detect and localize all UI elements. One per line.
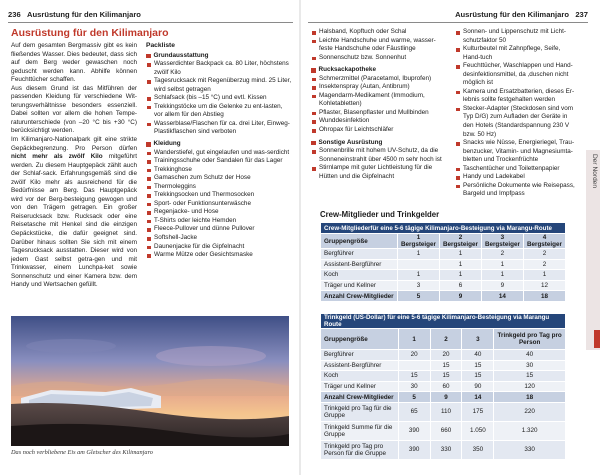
intro-column [11,42,137,290]
table-header-cell: 1 [398,329,430,350]
table-cell: 6 [439,280,481,291]
table-row [321,402,566,421]
table-cell: 1 [439,249,481,260]
table-cell: 350 [462,440,494,459]
left-page-number: 236 [8,10,21,19]
table-cell: 40 [494,350,566,361]
table-cell: 175 [462,402,494,421]
table-header-cell: 2 [430,329,462,350]
table-header-cell: Gruppengröße [321,234,398,249]
list-item: Snacks wie Nüsse, Energieriegel, Trau-benzucker, Vitamin- und Magnesiumta-bletten und Trockenfrüchte [455,139,579,165]
glacier-photo-illustration [11,316,289,446]
kleidung-list [146,149,292,260]
packliste-column [146,42,292,260]
right-column-2 [455,28,579,199]
table-cell: Bergführer [321,249,398,260]
list-item: Taschentücher und Toilettenpapier [455,165,579,174]
crew-members-table [320,222,566,302]
table-cell: 120 [494,381,566,392]
table-cell: 15 [462,360,494,371]
table-cell: 9 [439,291,481,302]
list-item: Pflaster, Blasenpflaster und Mullbinden [311,109,449,118]
list-item: Feuchttücher, Waschlappen und Hand-desinfektionsmittel, da ,duschen nicht möglich ist [455,62,579,88]
list-item: T-Shirts oder leichte Hemden [146,217,292,226]
left-head-rule [8,22,293,23]
grundausstattung-list [146,60,292,137]
table-cell: 220 [494,402,566,421]
list-item: Thermoleggins [146,183,292,192]
table-cell: Träger und Kellner [321,280,398,291]
right-head-rule [308,22,588,23]
table-cell: Trinkgeld Summe für die Gruppe [321,421,399,440]
table-cell: 60 [430,381,462,392]
table-total-row [321,392,566,403]
table-title-row [321,314,566,329]
table-cell [398,360,430,371]
list-item: Trainingsschuhe oder Sandalen für das Lager [146,157,292,166]
table-cell: 1 [439,259,481,270]
table-row [321,381,566,392]
table-total-row [321,291,566,302]
table-cell: Trinkgeld pro Tag für die Gruppe [321,402,399,421]
list-item: Sonnenbrille mit hohem UV-Schutz, da die Sonneneinstrahlt über 4500 m sehr hoch ist [311,147,449,164]
table-cell: 15 [494,371,566,382]
table-cell: Bergführer [321,350,399,361]
square-bullet-icon [311,68,316,73]
table-cell: 330 [494,440,566,459]
table-header-cell: 2 Bergsteiger [439,234,481,249]
table-cell: 90 [462,381,494,392]
table-cell: 1.050 [462,421,494,440]
table-cell: Anzahl Crew-Mitglieder [321,392,399,403]
packliste-heading: Packliste [146,42,175,49]
table-row [321,371,566,382]
kleidung-heading: Kleidung [146,140,292,149]
intro-paragraph: Aus diesem Grund ist das Mitführen der passenden Kleidung für verschiedene Wit-terungsverhältnisse besonders essenziell. Dabei sollten vor allem die hohen Tempe-raturunterschiede (von –20 °C bis +30 °C) berücksichtigt werden. [11,84,137,135]
sonstige-continued-list [455,28,579,199]
region-side-label [588,150,598,210]
list-item: Sonnen- und Lippenschutz mit Licht-schutzfaktor 50 [455,28,579,45]
table-cell: 30 [494,360,566,371]
list-item: Stecker-Adapter (Steckdosen sind vom Typ D/G) zum Aufladen der Geräte in den Hotels (Standardspannung 230 V bzw. 50 Hz) [455,105,579,139]
rucksackapotheke-list [311,75,449,135]
list-item: Warme Mütze oder Gesichtsmaske [146,251,292,260]
table-cell: 15 [430,360,462,371]
list-item: Schlafsack (bis –15 °C) und evtl. Kissen [146,94,292,103]
table-cell: 15 [398,371,430,382]
table-row [321,360,566,371]
table-header-cell: 3 [462,329,494,350]
list-item: Daunenjacke für die Gipfelnacht [146,243,292,252]
list-item: Halsband, Kopftuch oder Schal [311,28,449,37]
table-header-row [321,329,566,350]
table-row [321,249,566,260]
table-cell: 390 [398,421,430,440]
grundausstattung-heading: Grundausstattung [146,52,292,61]
table-cell: 12 [523,280,565,291]
table-cell: Koch [321,270,398,281]
region-tab-marker [594,330,600,348]
list-item: Wunddesinfektion [311,117,449,126]
table-row [321,440,566,459]
list-item: Gamaschen zum Schutz der Hose [146,174,292,183]
table-cell: 15 [462,371,494,382]
weight-limit-emphasis: nicht mehr als zwölf Kilo [11,153,103,161]
table-title-row [321,223,566,234]
list-item: Regenjacke- und Hose [146,208,292,217]
intro-paragraph: Auf dem gesamten Bergmassiv gibt es kein fließendes Wasser. Dies bedeutet, dass sich auf dem Berg weder gewaschen noch geduscht werden kann. Abhilfe können Feuchttücher schaffen. [11,42,137,84]
right-running-head [455,10,588,19]
table-cell: 1.320 [494,421,566,440]
list-item: Trekkinghose [146,166,292,175]
list-item: Magendarm-Medikament (Immodium, Kohletabletten) [311,92,449,109]
table-cell: 9 [481,280,523,291]
table-cell: 330 [430,440,462,459]
rucksackapotheke-heading: Rucksackapotheke [311,66,449,75]
table-cell: 1 [397,270,439,281]
right-running-title: Ausrüstung für den Kilimanjaro [455,10,569,19]
list-item: Wasserdichter Backpack ca. 80 Liter, höchstens zwölf Kilo [146,60,292,77]
table-header-cell: 3 Bergsteiger [481,234,523,249]
table-cell: 14 [462,392,494,403]
table-cell: 1 [523,270,565,281]
table-cell: 110 [430,402,462,421]
list-item: Kamera und Ersatzbatterien, dieses Er-lebnis sollte festgehalten werden [455,88,579,105]
table-cell: 9 [430,392,462,403]
list-item: Kulturbeutel mit Zahnpflege, Seife, Hand-tuch [455,45,579,62]
table-cell: Anzahl Crew-Mitglieder [321,291,398,302]
right-page-number: 237 [575,10,588,19]
table-cell: 1 [481,270,523,281]
table-cell: Assistent-Bergführer [321,259,398,270]
table-cell: Träger und Kellner [321,381,399,392]
glacier-photo [11,316,289,446]
table-cell: 5 [398,392,430,403]
table-header-cell: Gruppengröße [321,329,399,350]
sonstige-heading: Sonstige Ausrüstung [311,139,449,148]
table-cell: 660 [430,421,462,440]
square-bullet-icon [146,54,151,59]
sonstige-list [311,147,449,181]
list-item: Wasserblase/Flaschen für ca. drei Liter, Einweg-Plastikflaschen sind verboten [146,120,292,137]
list-item: Leichte Handschuhe und warme, wasser-feste Handschuhe oder Fäustlinge [311,37,449,54]
clothing-continued-list [311,28,449,62]
square-bullet-icon [311,141,316,146]
intro-paragraph: Im Kilimanjaro-Nationalpark gilt eine strikte Gepäckbegrenzung. Pro Person dürfen nicht mehr als zwölf Kilo mitgeführt werden. Zu diesem Hauptgepäck zählt auch der Schlaf-sack. Erfahrungsgemäß sind die zwölf Kilo mehr als ausreichend für die Bedürfnisse am Berg. Das Hauptgepäck wird vor der Berg-besteigung gewogen und von den Trägern getragen. Ein großer Reiserucksack bzw. Rucksack oder eine Reisetasche mit Henkel sind die einzigen Gepäckstücke, die dafür geeignet sind. Darüber hinaus sollten Sie sich mit einem Tagesrucksack ausstatten. Dieser wird von jedem Gast selbst getra-gen und mit Trinkwasser, einem Lunchpa-ket sowie Sonnenschutz und einer Kamera bzw. dem Handy und Wertsachen gefüllt. [11,136,137,289]
table-cell: 18 [523,291,565,302]
table-cell: 65 [398,402,430,421]
list-item: Wanderstiefel, gut eingelaufen und was-serdicht [146,149,292,158]
table-header-row [321,234,566,249]
table-row [321,270,566,281]
list-item: Softshell-Jacke [146,234,292,243]
table-row [321,280,566,291]
list-item: Trekkingstöcke um die Gelenke zu ent-lasten, vor allem für den Abstieg [146,103,292,120]
table-cell: Assistent-Bergführer [321,360,399,371]
left-running-head [8,10,141,19]
table-cell: 40 [462,350,494,361]
right-column-1 [311,28,449,181]
table-cell: 1 [439,270,481,281]
list-item: Persönliche Dokumente wie Reisepass, Bargeld und Impfpass [455,182,579,199]
photo-caption: Das noch verbliebene Eis am Gletscher des Kilimanjaro [11,449,153,456]
region-side-label-text: Der Norden [591,154,598,189]
left-running-title: Ausrüstung für den Kilimanjaro [27,10,141,19]
table-title: Trinkgeld (US-Dollar) für eine 5-6 tägige Kilimanjaro-Besteigung via Marangu Route [321,314,566,329]
list-item: Fleece-Pullover und dünne Pullover [146,225,292,234]
table-row [321,259,566,270]
list-item: Tagesrucksack mit Regenüberzug mind. 25 Liter, wird selbst getragen [146,77,292,94]
crew-section-heading: Crew-Mitglieder und Trinkgelder [320,210,440,219]
table-cell: 1 [397,249,439,260]
list-item: Sport- oder Funktionsunterwäsche [146,200,292,209]
table-cell: 5 [397,291,439,302]
table-cell: 20 [398,350,430,361]
table-row [321,350,566,361]
table-row [321,421,566,440]
table-cell: Koch [321,371,399,382]
table-cell: 18 [494,392,566,403]
list-item: Ohropax für Leichtschläfer [311,126,449,135]
table-cell: 30 [398,381,430,392]
table-cell: Trinkgeld pro Tag pro Person für die Gruppe [321,440,399,459]
table-cell: 2 [523,249,565,260]
list-item: Stirnlampe mit guter Lichtleistung für die Hütten und die Gipfelnacht [311,164,449,181]
table-cell: 2 [481,249,523,260]
list-item: Trekkingsocken und Thermosocken [146,191,292,200]
table-cell: 1 [481,259,523,270]
tip-table [320,313,566,460]
table-cell [397,259,439,270]
table-header-cell: 1 Bergsteiger [397,234,439,249]
table-cell: 20 [430,350,462,361]
table-cell: 390 [398,440,430,459]
table-title: Crew-Mitgliederfür eine 5-6 tägige Kilimanjaro-Besteigung via Marangu-Route [321,223,566,234]
square-bullet-icon [146,142,151,147]
page-title: Ausrüstung für den Kilimanjaro [11,27,169,39]
table-header-cell: 4 Bergsteiger [523,234,565,249]
list-item: Sonnenschutz bzw. Sonnenhut [311,54,449,63]
table-cell: 3 [397,280,439,291]
list-item: Handy und Ladekabel [455,173,579,182]
table-header-cell: Trinkgeld pro Tag pro Person [494,329,566,350]
list-item: Schmerzmittel (Paracetamol, Ibuprofen) [311,75,449,84]
table-cell: 15 [430,371,462,382]
list-item: Insektenspray (Autan, Antibrum) [311,83,449,92]
table-cell: 14 [481,291,523,302]
table-cell: 2 [523,259,565,270]
